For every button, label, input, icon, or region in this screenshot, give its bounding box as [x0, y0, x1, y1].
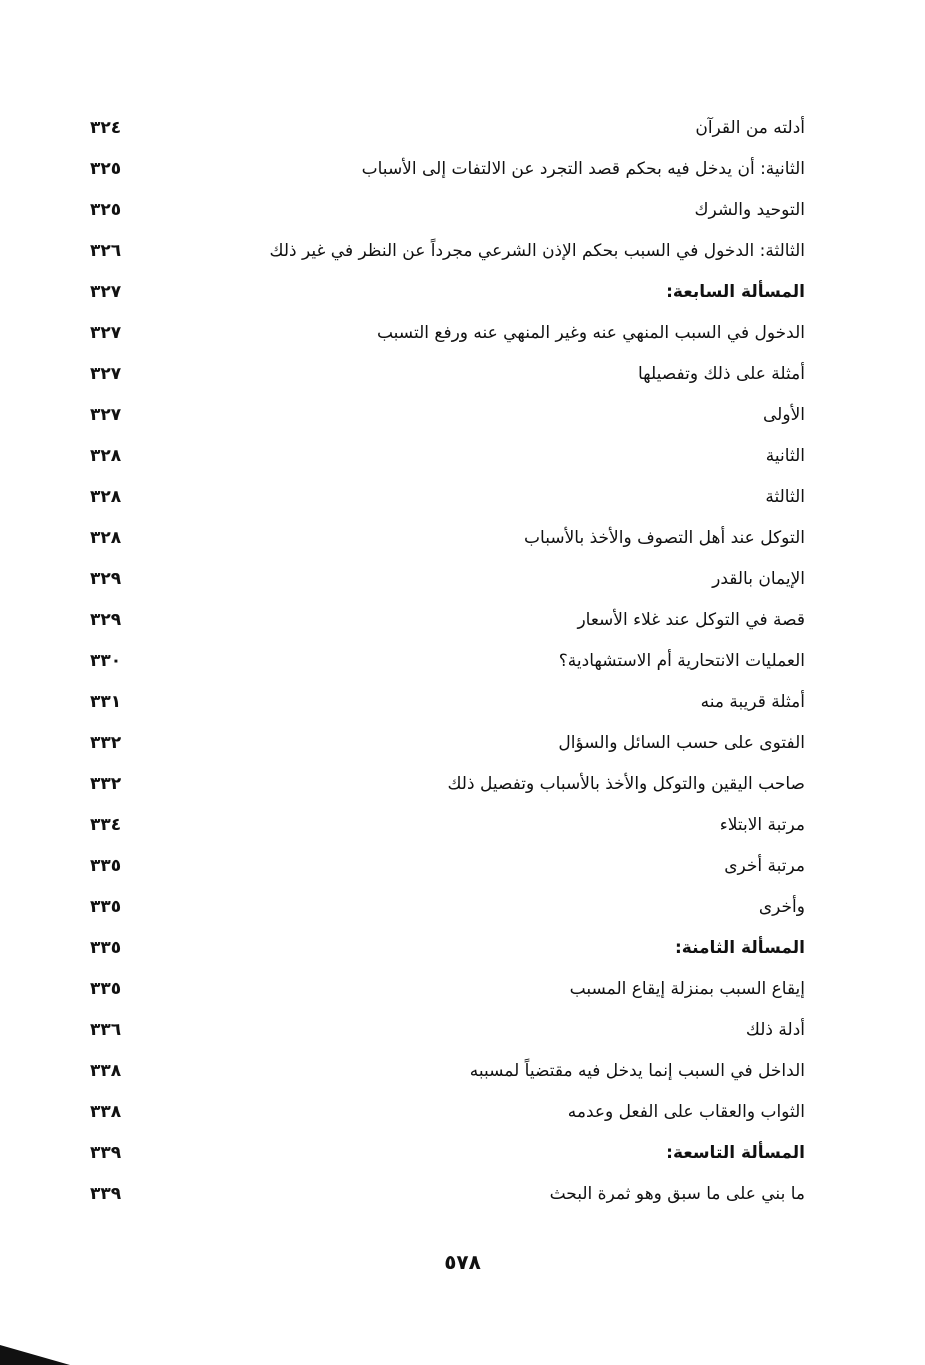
toc-entry — [90, 887, 805, 928]
toc-entry-page: ٣٣٥ — [90, 979, 122, 999]
toc-entry — [90, 477, 805, 518]
toc-section-heading: المسألة الثامنة: — [674, 938, 805, 958]
toc-entry-page: ٣٢٧ — [90, 405, 122, 425]
toc-entry-title: الدخول في السبب المنهي عنه وغير المنهي عنه ورفع التسبب — [376, 323, 805, 343]
toc-section-heading: المسألة التاسعة: — [666, 1143, 805, 1163]
toc-entry-page: ٣٣٢ — [90, 774, 122, 794]
toc-entry — [90, 764, 805, 805]
toc-entry-title: العمليات الانتحارية أم الاستشهادية؟ — [558, 651, 805, 671]
toc-entry — [90, 723, 805, 764]
toc-entry-title: وأخرى — [758, 897, 805, 917]
toc-entry — [90, 1010, 805, 1051]
toc-entry — [90, 600, 805, 641]
toc-entry-title: التوكل عند أهل التصوف والأخذ بالأسباب — [524, 528, 805, 548]
toc-entry-page: ٣٢٩ — [90, 569, 122, 589]
table-of-contents — [90, 108, 805, 1215]
toc-entry-page: ٣٣٥ — [90, 938, 122, 958]
toc-entry-page: ٣٣٤ — [90, 815, 122, 835]
toc-entry-title: ما بني على ما سبق وهو ثمرة البحث — [549, 1184, 805, 1204]
toc-entry-page: ٣٣٥ — [90, 856, 122, 876]
toc-entry — [90, 559, 805, 600]
toc-entry-title: أمثلة على ذلك وتفصيلها — [638, 364, 805, 384]
toc-entry-page: ٣٣٢ — [90, 733, 122, 753]
toc-entry-title: أدلة ذلك — [745, 1020, 805, 1040]
toc-entry-title: الداخل في السبب إنما يدخل فيه مقتضياً لمسببه — [469, 1061, 805, 1081]
toc-entry — [90, 1051, 805, 1092]
toc-entry — [90, 149, 805, 190]
toc-entry-page: ٣٣٩ — [90, 1143, 122, 1163]
toc-entry — [90, 190, 805, 231]
page-number: ٥٧٨ — [444, 1250, 481, 1274]
toc-entry-title: الثانية: أن يدخل فيه بحكم قصد التجرد عن الالتفات إلى الأسباب — [361, 159, 805, 179]
toc-entry — [90, 272, 805, 313]
toc-entry-page: ٣٢٥ — [90, 200, 122, 220]
toc-entry-title: الفتوى على حسب السائل والسؤال — [558, 733, 805, 753]
toc-section-heading: المسألة السابعة: — [666, 282, 805, 302]
toc-entry-title: صاحب اليقين والتوكل والأخذ بالأسباب وتفصيل ذلك — [447, 774, 805, 794]
toc-entry-page: ٣٣١ — [90, 692, 122, 712]
toc-entry — [90, 231, 805, 272]
toc-entry — [90, 1092, 805, 1133]
toc-entry-page: ٣٢٧ — [90, 282, 122, 302]
toc-entry — [90, 1174, 805, 1215]
toc-entry — [90, 436, 805, 477]
page-corner-mark — [0, 1345, 70, 1365]
toc-entry-title: الثالثة: الدخول في السبب بحكم الإذن الشرعي مجرداً عن النظر في غير ذلك — [269, 241, 805, 261]
toc-entry-page: ٣٢٧ — [90, 364, 122, 384]
toc-entry — [90, 928, 805, 969]
toc-entry-page: ٣٢٦ — [90, 241, 122, 261]
toc-entry-page: ٣٢٨ — [90, 528, 122, 548]
toc-entry — [90, 969, 805, 1010]
toc-entry — [90, 846, 805, 887]
toc-entry-page: ٣٣٨ — [90, 1102, 122, 1122]
toc-entry — [90, 682, 805, 723]
toc-entry — [90, 641, 805, 682]
toc-entry-title: إيقاع السبب بمنزلة إيقاع المسبب — [569, 979, 805, 999]
toc-entry-page: ٣٢٨ — [90, 487, 122, 507]
toc-entry-title: الثانية — [765, 446, 805, 466]
toc-entry-page: ٣٣٩ — [90, 1184, 122, 1204]
toc-entry-title: الأولى — [763, 405, 805, 425]
toc-entry-page: ٣٣٥ — [90, 897, 122, 917]
toc-entry-page: ٣٢٩ — [90, 610, 122, 630]
toc-entry-page: ٣٢٨ — [90, 446, 122, 466]
toc-entry — [90, 805, 805, 846]
toc-entry-page: ٣٣٦ — [90, 1020, 122, 1040]
toc-entry-page: ٣٢٥ — [90, 159, 122, 179]
toc-entry-title: قصة في التوكل عند غلاء الأسعار — [577, 610, 805, 630]
toc-entry-title: الثالثة — [765, 487, 805, 507]
toc-entry-title: مرتبة أخرى — [724, 856, 805, 876]
toc-entry-page: ٣٢٧ — [90, 323, 122, 343]
toc-entry-title: الإيمان بالقدر — [712, 569, 805, 589]
toc-entry — [90, 395, 805, 436]
toc-entry — [90, 313, 805, 354]
toc-entry-title: التوحيد والشرك — [694, 200, 805, 220]
toc-entry-title: أمثلة قريبة منه — [700, 692, 805, 712]
toc-entry — [90, 1133, 805, 1174]
toc-entry-title: مرتبة الابتلاء — [719, 815, 805, 835]
toc-entry-title: الثواب والعقاب على الفعل وعدمه — [567, 1102, 805, 1122]
toc-entry-title: أدلته من القرآن — [695, 118, 805, 138]
toc-entry-page: ٣٢٤ — [90, 118, 122, 138]
toc-entry — [90, 354, 805, 395]
toc-entry-page: ٣٣٠ — [90, 651, 122, 671]
toc-entry-page: ٣٣٨ — [90, 1061, 122, 1081]
toc-entry — [90, 518, 805, 559]
toc-entry — [90, 108, 805, 149]
